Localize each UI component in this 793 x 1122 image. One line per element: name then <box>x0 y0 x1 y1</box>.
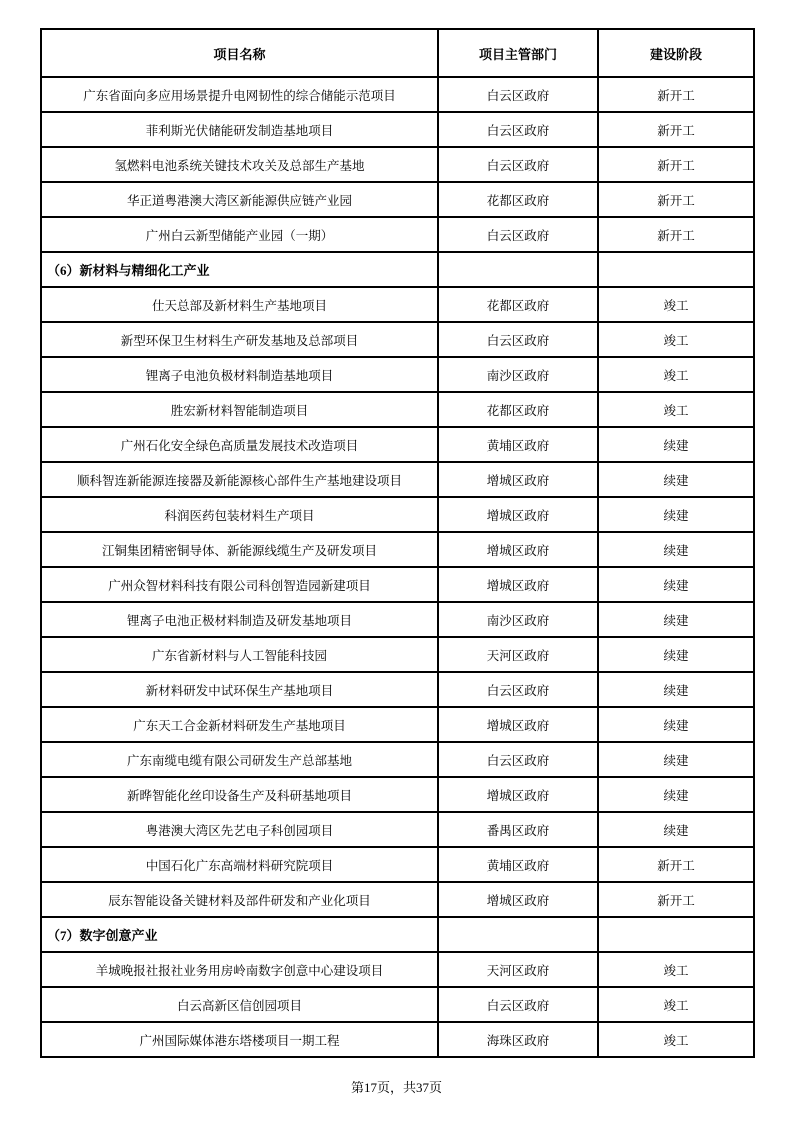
stage-cell: 续建 <box>598 812 754 847</box>
header-supervising-department: 项目主管部门 <box>438 29 598 77</box>
department-cell: 白云区政府 <box>438 217 598 252</box>
department-cell: 白云区政府 <box>438 742 598 777</box>
department-cell: 南沙区政府 <box>438 357 598 392</box>
project-row <box>41 777 754 812</box>
project-row <box>41 287 754 322</box>
project-row <box>41 322 754 357</box>
project-name-cell: 锂离子电池负极材料制造基地项目 <box>41 357 438 392</box>
project-row <box>41 567 754 602</box>
stage-cell: 续建 <box>598 637 754 672</box>
section-row <box>41 917 754 952</box>
project-name-cell: 华正道粤港澳大湾区新能源供应链产业园 <box>41 182 438 217</box>
stage-cell: 新开工 <box>598 147 754 182</box>
project-name-cell: 胜宏新材料智能制造项目 <box>41 392 438 427</box>
project-name-cell: 白云高新区信创园项目 <box>41 987 438 1022</box>
project-row <box>41 602 754 637</box>
project-row <box>41 217 754 252</box>
project-row <box>41 847 754 882</box>
project-row <box>41 707 754 742</box>
section-row <box>41 252 754 287</box>
department-cell: 花都区政府 <box>438 287 598 322</box>
department-cell: 天河区政府 <box>438 637 598 672</box>
stage-cell: 续建 <box>598 567 754 602</box>
section-title-cell: （7）数字创意产业 <box>41 917 438 952</box>
project-name-cell: 菲利斯光伏储能研发制造基地项目 <box>41 112 438 147</box>
project-name-cell: 新材料研发中试环保生产基地项目 <box>41 672 438 707</box>
project-name-cell: 广州白云新型储能产业园（一期） <box>41 217 438 252</box>
header-project-name: 项目名称 <box>41 29 438 77</box>
project-name-cell: 江铜集团精密铜导体、新能源线缆生产及研发项目 <box>41 532 438 567</box>
stage-cell: 竣工 <box>598 357 754 392</box>
department-cell: 增城区政府 <box>438 532 598 567</box>
project-row <box>41 952 754 987</box>
project-name-cell: 中国石化广东高端材料研究院项目 <box>41 847 438 882</box>
stage-cell: 竣工 <box>598 952 754 987</box>
stage-cell: 续建 <box>598 427 754 462</box>
stage-cell: 竣工 <box>598 392 754 427</box>
stage-cell: 续建 <box>598 777 754 812</box>
department-cell: 番禺区政府 <box>438 812 598 847</box>
project-name-cell: 粤港澳大湾区先艺电子科创园项目 <box>41 812 438 847</box>
stage-cell: 竣工 <box>598 322 754 357</box>
stage-cell <box>598 252 754 287</box>
department-cell: 花都区政府 <box>438 182 598 217</box>
department-cell: 天河区政府 <box>438 952 598 987</box>
department-cell: 海珠区政府 <box>438 1022 598 1057</box>
projects-table <box>40 28 755 1058</box>
stage-cell: 竣工 <box>598 287 754 322</box>
page-number: 第17页，共37页 <box>350 1080 442 1095</box>
stage-cell: 续建 <box>598 532 754 567</box>
stage-cell: 新开工 <box>598 112 754 147</box>
stage-cell: 新开工 <box>598 847 754 882</box>
project-row <box>41 357 754 392</box>
project-row <box>41 112 754 147</box>
project-row <box>41 462 754 497</box>
project-row <box>41 882 754 917</box>
department-cell: 白云区政府 <box>438 147 598 182</box>
stage-cell: 续建 <box>598 602 754 637</box>
project-row <box>41 147 754 182</box>
stage-cell: 新开工 <box>598 882 754 917</box>
stage-cell: 新开工 <box>598 217 754 252</box>
project-name-cell: 氢燃料电池系统关键技术攻关及总部生产基地 <box>41 147 438 182</box>
department-cell: 白云区政府 <box>438 672 598 707</box>
project-name-cell: 仕天总部及新材料生产基地项目 <box>41 287 438 322</box>
project-name-cell: 新型环保卫生材料生产研发基地及总部项目 <box>41 322 438 357</box>
project-name-cell: 广州石化安全绿色高质量发展技术改造项目 <box>41 427 438 462</box>
project-row <box>41 672 754 707</box>
project-row <box>41 1022 754 1057</box>
department-cell: 白云区政府 <box>438 322 598 357</box>
project-name-cell: 广东天工合金新材料研发生产基地项目 <box>41 707 438 742</box>
department-cell: 黄埔区政府 <box>438 847 598 882</box>
project-name-cell: 广东省面向多应用场景提升电网韧性的综合储能示范项目 <box>41 77 438 112</box>
project-row <box>41 77 754 112</box>
department-cell <box>438 252 598 287</box>
project-name-cell: 辰东智能设备关键材料及部件研发和产业化项目 <box>41 882 438 917</box>
department-cell <box>438 917 598 952</box>
stage-cell: 新开工 <box>598 77 754 112</box>
department-cell: 白云区政府 <box>438 77 598 112</box>
project-row <box>41 812 754 847</box>
project-row <box>41 497 754 532</box>
project-name-cell: 广州众智材料科技有限公司科创智造园新建项目 <box>41 567 438 602</box>
department-cell: 增城区政府 <box>438 882 598 917</box>
project-name-cell: 锂离子电池正极材料制造及研发基地项目 <box>41 602 438 637</box>
project-row <box>41 637 754 672</box>
stage-cell: 竣工 <box>598 987 754 1022</box>
project-name-cell: 广州国际媒体港东塔楼项目一期工程 <box>41 1022 438 1057</box>
project-row <box>41 532 754 567</box>
stage-cell: 续建 <box>598 707 754 742</box>
stage-cell <box>598 917 754 952</box>
department-cell: 增城区政府 <box>438 707 598 742</box>
project-name-cell: 新晔智能化丝印设备生产及科研基地项目 <box>41 777 438 812</box>
stage-cell: 新开工 <box>598 182 754 217</box>
project-row <box>41 182 754 217</box>
project-name-cell: 广东南缆电缆有限公司研发生产总部基地 <box>41 742 438 777</box>
project-name-cell: 羊城晚报社报社业务用房岭南数字创意中心建设项目 <box>41 952 438 987</box>
department-cell: 花都区政府 <box>438 392 598 427</box>
project-row <box>41 987 754 1022</box>
department-cell: 南沙区政府 <box>438 602 598 637</box>
project-name-cell: 顺科智连新能源连接器及新能源核心部件生产基地建设项目 <box>41 462 438 497</box>
table-header-row <box>41 29 754 77</box>
project-name-cell: 广东省新材料与人工智能科技园 <box>41 637 438 672</box>
department-cell: 增城区政府 <box>438 497 598 532</box>
department-cell: 增城区政府 <box>438 777 598 812</box>
section-title-cell: （6）新材料与精细化工产业 <box>41 252 438 287</box>
department-cell: 白云区政府 <box>438 112 598 147</box>
stage-cell: 续建 <box>598 462 754 497</box>
stage-cell: 续建 <box>598 497 754 532</box>
stage-cell: 续建 <box>598 672 754 707</box>
department-cell: 增城区政府 <box>438 462 598 497</box>
project-name-cell: 科润医药包装材料生产项目 <box>41 497 438 532</box>
stage-cell: 竣工 <box>598 1022 754 1057</box>
project-row <box>41 427 754 462</box>
department-cell: 黄埔区政府 <box>438 427 598 462</box>
project-row <box>41 392 754 427</box>
header-construction-stage: 建设阶段 <box>598 29 754 77</box>
department-cell: 白云区政府 <box>438 987 598 1022</box>
stage-cell: 续建 <box>598 742 754 777</box>
department-cell: 增城区政府 <box>438 567 598 602</box>
project-row <box>41 742 754 777</box>
